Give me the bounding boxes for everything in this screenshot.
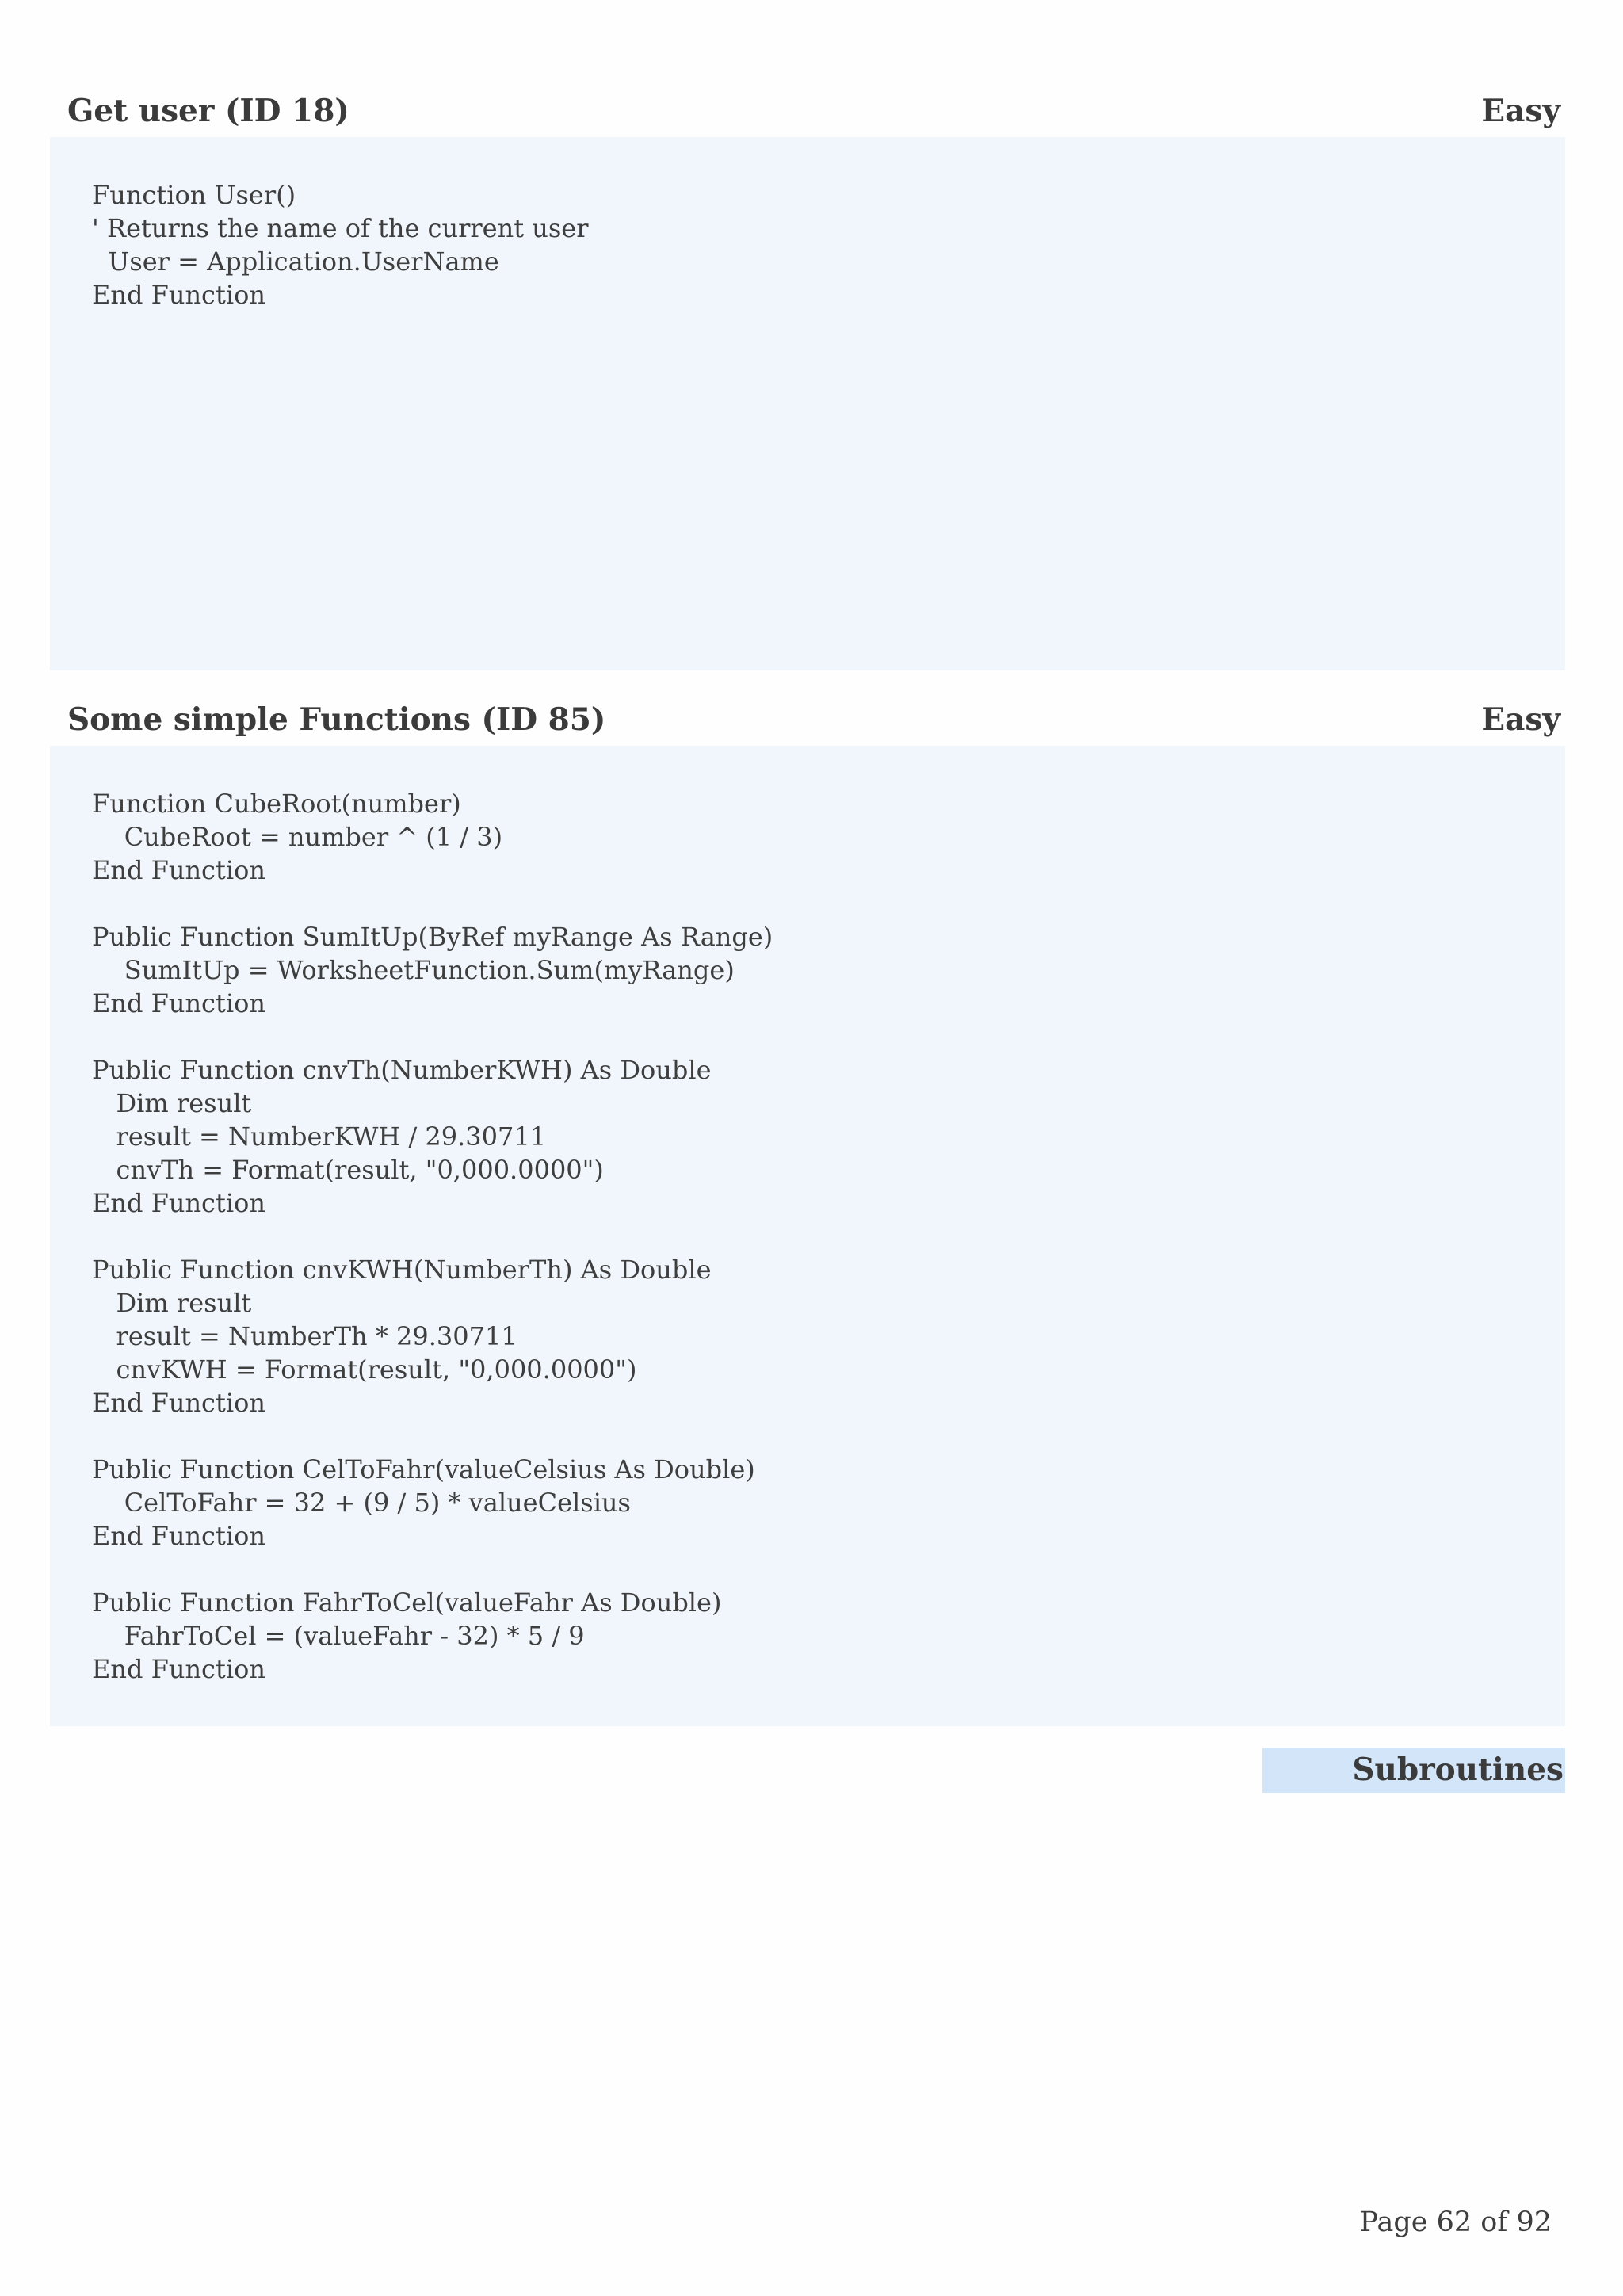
section-header [50,693,1565,746]
code-line: End Function [92,1521,265,1551]
code-line: result = NumberKWH / 29.30711 [92,1121,547,1152]
code-line: End Function [92,1388,265,1418]
code-line [92,1553,1565,1586]
code-line: CubeRoot = number ^ (1 / 3) [92,822,503,852]
code-line: FahrToCel = (valueFahr - 32) * 5 / 9 [92,1621,585,1651]
code-line: CelToFahr = 32 + (9 / 5) * valueCelsius [92,1488,631,1518]
section-simple-functions [50,693,1565,1726]
page-number: Page 62 of 92 [1359,2206,1552,2238]
code-line: Function CubeRoot(number) [92,789,461,819]
code-line: End Function [92,1654,265,1684]
code-block [50,746,1565,1726]
code-line [92,1020,1565,1053]
code-line [92,887,1565,920]
code-line: Public Function CelToFahr(valueCelsius As Double) [92,1454,755,1484]
section-get-user [50,85,1565,670]
code-line: End Function [92,1188,265,1218]
code-line: End Function [92,855,265,885]
code-line: Function User() [92,180,296,210]
code-line: SumItUp = WorksheetFunction.Sum(myRange) [92,955,735,985]
code-line [92,1220,1565,1253]
code-line: Dim result [92,1288,252,1318]
code-line: Public Function cnvTh(NumberKWH) As Double [92,1055,712,1085]
code-line: cnvTh = Format(result, "0,000.0000") [92,1155,604,1185]
code-line [92,1419,1565,1453]
code-line: End Function [92,988,265,1018]
difficulty-label: Easy [1481,701,1560,738]
code-line: cnvKWH = Format(result, "0,000.0000") [92,1354,637,1385]
section-header [50,85,1565,137]
code-block [50,137,1565,670]
code-line: Dim result [92,1088,252,1118]
code-line: Public Function SumItUp(ByRef myRange As Range) [92,922,773,952]
code-line: Public Function cnvKWH(NumberTh) As Double [92,1255,712,1285]
code-line: End Function [92,280,265,310]
code-line: result = NumberTh * 29.30711 [92,1321,517,1351]
code-line: User = Application.UserName [92,246,499,277]
code-line: ' Returns the name of the current user [92,213,589,243]
difficulty-label: Easy [1481,93,1560,129]
section-title: Some simple Functions (ID 85) [67,701,606,738]
code-line: Public Function FahrToCel(valueFahr As Double) [92,1587,722,1618]
chapter-heading-subroutines: Subroutines [1262,1748,1565,1793]
section-title: Get user (ID 18) [67,93,349,129]
